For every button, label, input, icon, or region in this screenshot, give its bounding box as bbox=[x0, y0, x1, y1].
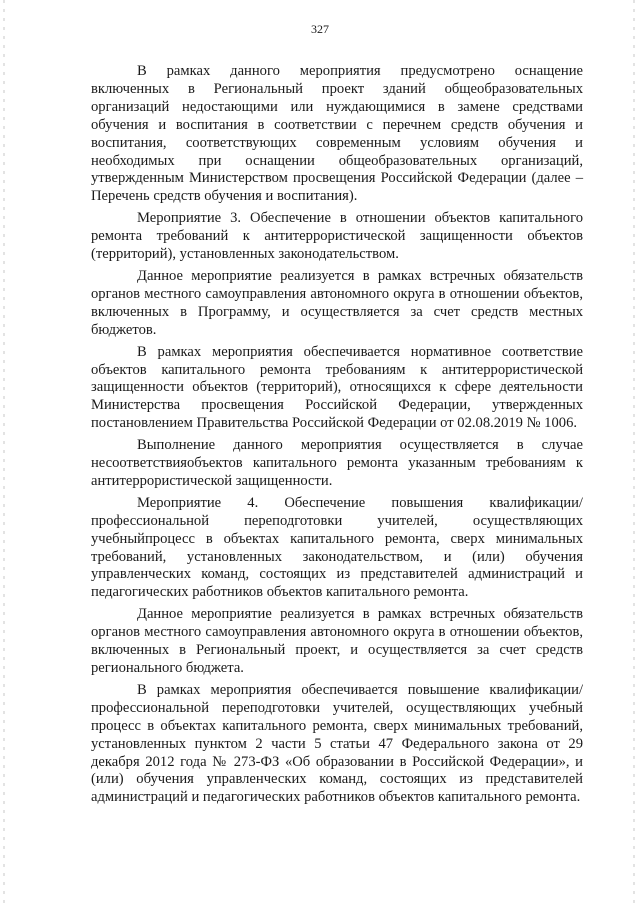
paragraph-7: Данное мероприятие реализуется в рамках встречных обязательств органов местного самоуправления автономного округа в отношении объектов, включенных в Региональный проект, и осуществляется за счет средств регионального бюджета. bbox=[91, 606, 583, 676]
paragraph-6: Мероприятие 4. Обеспечение повышения квалификации/профессиональной переподготовки учителей, осуществляющих учебныйпроцесс в объектах капитального ремонта, сверх минимальных требований, установленных законодательством, и (или) обучения управленческих команд, состоящих из представителей администраций и педагогических работников объектов капитального ремонта. bbox=[91, 494, 583, 601]
paragraph-3: Данное мероприятие реализуется в рамках встречных обязательств органов местного самоуправления автономного округа в отношении объектов, включенных в Программу, и осуществляется за счет средств местных бюджетов. bbox=[91, 267, 583, 338]
page-number: 327 bbox=[311, 22, 329, 36]
right-scan-edge bbox=[633, 0, 635, 905]
paragraph-5: Выполнение данного мероприятия осуществляется в случае несоответствияобъектов капитального ремонта указанным требованиям к антитеррористической защищенности. bbox=[91, 437, 583, 489]
left-scan-edge bbox=[3, 0, 5, 905]
paragraph-8: В рамках мероприятия обеспечивается повышение квалификации/профессиональной переподготовки учителей, осуществляющих учебный процесс в объектах капитального ремонта, сверх минимальных требований, установленных пунктом 2 части 5 статьи 47 Федерального закона от 29 декабря 2012 года № 273-ФЗ «Об образовании в Российской Федерации», и (или) обучения управленческих команд, состоящих из представителей администраций и педагогических работников объектов капитального ремонта. bbox=[91, 681, 583, 806]
paragraph-2: Мероприятие 3. Обеспечение в отношении объектов капитального ремонта требований к антитеррористической защищенности объектов (территорий), установленных законодательством. bbox=[91, 210, 583, 263]
paragraph-1: В рамках данного мероприятия предусмотрено оснащение включенных в Региональный проект зданий общеобразовательных организаций недостающими или нуждающимися в замене средствами обучения и воспитания в соответствии с перечнем средств обучения и воспитания, соответствующих современным условиям обучения и необходимых при оснащении общеобразовательных организаций, утвержденным Министерством просвещения Российской Федерации (далее – Перечень средств обучения и воспитания). bbox=[91, 63, 583, 205]
document-body bbox=[91, 63, 583, 811]
paragraph-4: В рамках мероприятия обеспечивается нормативное соответствие объектов капитального ремонта требованиям к антитеррористической защищенности объектов (территорий), относящихся к сфере деятельности Министерства просвещения Российской Федерации, утвержденных постановлением Правительства Российской Федерации от 02.08.2019 № 1006. bbox=[91, 343, 583, 432]
